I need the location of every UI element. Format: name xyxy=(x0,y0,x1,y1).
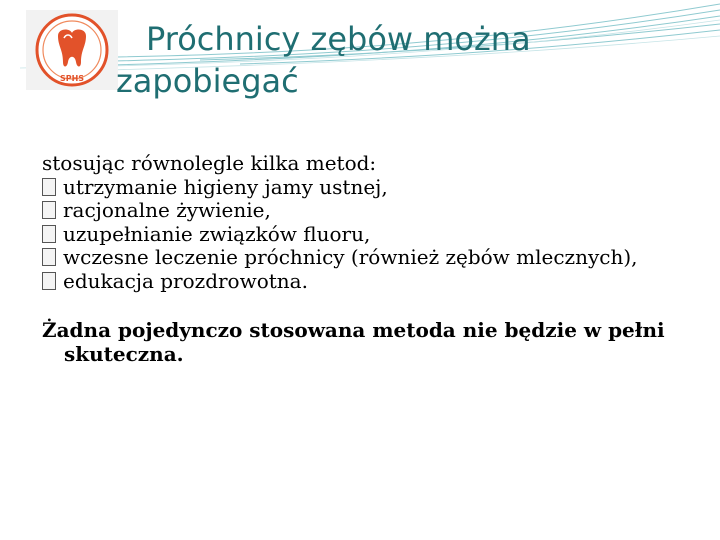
list-item-text: uzupełnianie związków fluoru, xyxy=(63,221,371,246)
list-item-text: wczesne leczenie próchnicy (również zębów mlecznych), xyxy=(63,245,638,269)
list-item-text: utrzymanie higieny jamy ustnej, xyxy=(63,174,388,199)
list-item xyxy=(42,199,682,223)
method-list xyxy=(42,176,682,294)
list-item xyxy=(42,270,682,294)
intro-text: stosując równolegle kilka metod: xyxy=(42,151,377,175)
list-item-text: edukacja prozdrowotna. xyxy=(63,268,308,293)
sphs-logo xyxy=(26,10,118,90)
missing-glyph-bullet-icon xyxy=(42,225,56,243)
list-item xyxy=(42,246,682,270)
list-item xyxy=(42,176,682,200)
slide-title-line2: zapobiegać xyxy=(116,62,299,100)
slide-body xyxy=(42,152,682,366)
missing-glyph-bullet-icon xyxy=(42,272,56,290)
slide-title-line1: Próchnicy zębów można xyxy=(146,20,531,58)
svg-text:SPHS: SPHS xyxy=(59,74,85,83)
list-item-text: racjonalne żywienie, xyxy=(63,198,271,222)
list-item xyxy=(42,223,682,247)
missing-glyph-bullet-icon xyxy=(42,248,56,266)
sphs-tooth-logo-icon xyxy=(26,10,118,90)
missing-glyph-bullet-icon xyxy=(42,201,56,219)
conclusion-text: Żadna pojedynczo stosowana metoda nie będzie w pełni skuteczna. xyxy=(42,318,665,366)
slide-title xyxy=(116,18,706,102)
missing-glyph-bullet-icon xyxy=(42,178,56,196)
